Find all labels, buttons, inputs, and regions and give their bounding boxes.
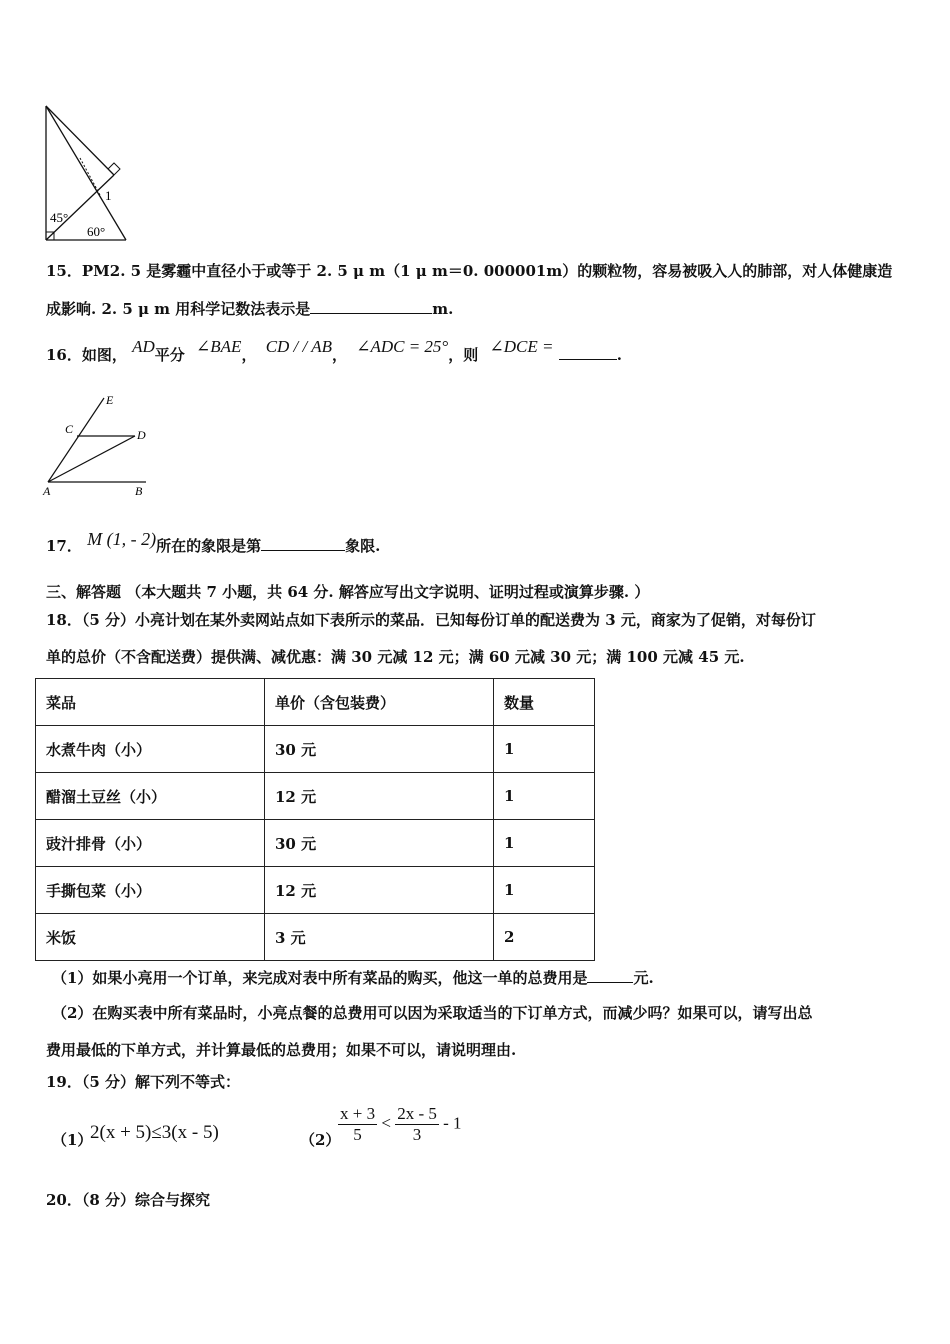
q18-sub2-line2: 费用最低的下单方式，并计算最低的总费用；如果不可以，请说明理由. <box>46 1041 517 1059</box>
q18-sub2-line1: （2）在购买表中所有菜品时，小亮点餐的总费用可以因为采取适当的下订单方式，而减少吗？如果可以，请写出总 <box>52 1004 813 1022</box>
q18-sub1-text: （1）如果小亮用一个订单，来完成对表中所有菜品的购买，他这一单的总费用是 <box>52 969 588 987</box>
table-cell-dish: 手撕包菜（小） <box>36 867 265 914</box>
q16-cd-ab: CD / / AB <box>265 337 332 356</box>
figure-line <box>46 106 114 175</box>
fraction-2-numerator: 2x - 5 <box>397 1104 437 1123</box>
table-header-row <box>36 679 595 726</box>
q16-ad: AD <box>132 337 155 356</box>
table-row <box>36 773 595 820</box>
q16-end: . <box>616 346 622 364</box>
q18-line2: 单的总价（不含配送费）提供满、减优惠：满 30 元减 12 元；满 60 元减 30 元；满 100 元减 45 元. <box>46 648 745 666</box>
q19-part2-tail: - 1 <box>443 1113 462 1133</box>
q18-sub1-answer-blank[interactable] <box>587 968 633 983</box>
table-cell-price: 12 元 <box>265 867 494 914</box>
q17-answer-blank[interactable] <box>261 536 345 551</box>
table-header-cell: 数量 <box>494 679 595 726</box>
table-cell-qty: 1 <box>494 773 595 820</box>
q16-answer-blank[interactable] <box>559 345 617 360</box>
table-cell-qty: 2 <box>494 914 595 961</box>
q15-line2 <box>46 299 453 319</box>
label-e: E <box>106 393 114 407</box>
q19-part2-label: （2） <box>300 1131 341 1149</box>
table-cell-price: 3 元 <box>265 914 494 961</box>
menu-table <box>35 678 595 961</box>
table-header-cell: 单价（含包装费） <box>265 679 494 726</box>
table-cell-dish: 米饭 <box>36 914 265 961</box>
table-cell-qty: 1 <box>494 820 595 867</box>
fraction-1 <box>338 1104 377 1145</box>
q17-line <box>46 529 381 559</box>
q16-then: ，则 <box>448 346 479 364</box>
section3-heading: 三、解答题 （本大题共 7 小题，共 64 分. 解答应写出文字说明、证明过程或演算步骤. ） <box>46 583 650 601</box>
q18-line1: 18．（5 分）小亮计划在某外卖网站点如下表所示的菜品．已知每份订单的配送费为 3 元，商家为了促销，对每份订 <box>46 611 816 629</box>
table-cell-price: 12 元 <box>265 773 494 820</box>
q19-title: 19．（5 分）解下列不等式： <box>46 1073 241 1091</box>
q18-sub1 <box>52 968 654 988</box>
table-row <box>36 820 595 867</box>
q20-title: 20．（8 分）综合与探究 <box>46 1191 211 1209</box>
q16-angle-bae: ∠BAE <box>196 337 242 356</box>
table-cell-dish: 豉汁排骨（小） <box>36 820 265 867</box>
right-angle-mark <box>108 163 120 175</box>
q16-comma2: ， <box>331 346 347 364</box>
angle-1-label: 1 <box>105 188 112 203</box>
table-row <box>36 867 595 914</box>
table-header-cell: 菜品 <box>36 679 265 726</box>
angle-45-label: 45° <box>50 210 69 225</box>
q16-angle-adc: ∠ADC = 25° <box>356 337 449 356</box>
table-cell-price: 30 元 <box>265 726 494 773</box>
table-cell-price: 30 元 <box>265 820 494 867</box>
q17-text-b: 象限. <box>345 537 381 555</box>
q17-point: M (1, - 2) <box>87 529 157 549</box>
q19-part1-label: （1） <box>52 1131 93 1149</box>
table-cell-qty: 1 <box>494 726 595 773</box>
figure-line <box>48 398 104 482</box>
q16-angle-dce: ∠DCE = <box>489 337 554 356</box>
figure-line <box>48 436 135 482</box>
q16-comma1: ， <box>241 346 257 364</box>
label-d: D <box>137 428 146 442</box>
table-row <box>36 914 595 961</box>
q19-part1-expr: 2(x + 5)≤3(x - 5) <box>90 1122 219 1143</box>
less-than-sign: < <box>381 1113 391 1133</box>
q15-answer-blank[interactable] <box>310 299 432 314</box>
table-cell-dish: 水煮牛肉（小） <box>36 726 265 773</box>
q16-prefix: 16．如图， <box>46 346 127 364</box>
q19-part2-expr <box>338 1104 462 1145</box>
angle-60-label: 60° <box>87 224 106 239</box>
label-b: B <box>135 484 143 498</box>
q15-line1: 15．PM2. 5 是雾霾中直径小于或等于 2. 5 μ m（1 μ m＝0. 000001m）的颗粒物，容易被吸入人的肺部，对人体健康造 <box>46 262 893 280</box>
q17-text-a: 所在的象限是第 <box>156 537 262 555</box>
dashed-line <box>80 158 100 195</box>
table-row <box>36 726 595 773</box>
q15-unit: m. <box>432 300 454 318</box>
table-cell-dish: 醋溜土豆丝（小） <box>36 773 265 820</box>
fraction-1-numerator: x + 3 <box>340 1104 376 1123</box>
label-a: A <box>43 484 51 498</box>
table-cell-qty: 1 <box>494 867 595 914</box>
label-c: C <box>65 422 74 436</box>
q16-line <box>46 337 622 368</box>
fraction-2-denominator: 3 <box>412 1125 422 1144</box>
fraction-1-denominator: 5 <box>353 1125 362 1144</box>
fraction-2 <box>395 1104 439 1145</box>
triangle-figure <box>40 100 135 245</box>
q18-sub1-unit: 元. <box>633 969 654 987</box>
q16-pingfen: 平分 <box>154 346 185 364</box>
q15-text: 成影响. 2. 5 μ m 用科学记数法表示是 <box>46 300 311 318</box>
q17-prefix: 17． <box>46 537 82 555</box>
parallel-lines-figure <box>40 390 170 505</box>
